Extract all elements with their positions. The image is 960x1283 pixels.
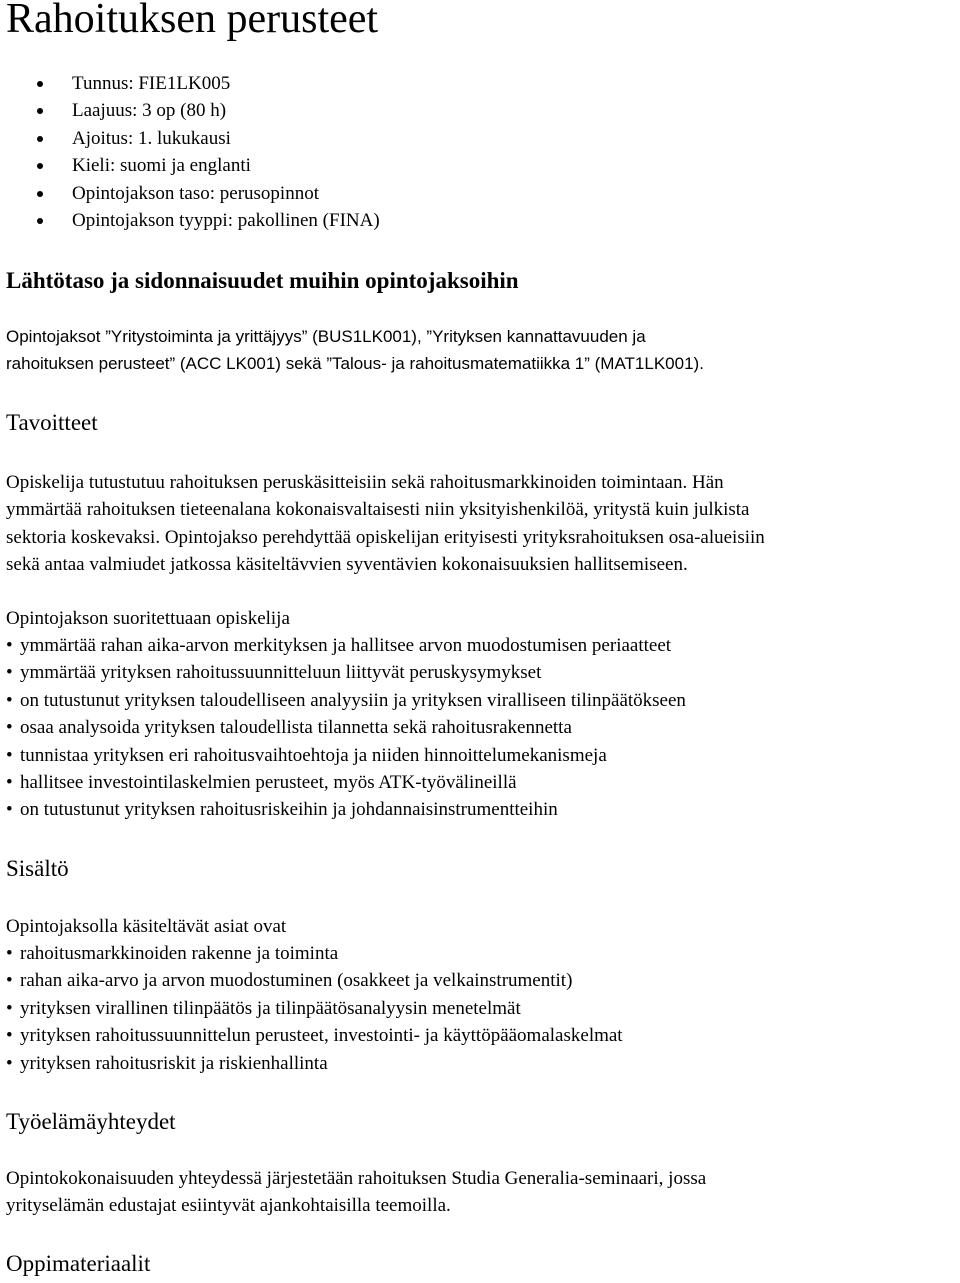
prerequisites-heading: Lähtötaso ja sidonnaisuudet muihin opintojaksoihin bbox=[6, 268, 519, 293]
meta-item-label: Ajoitus: 1. lukukausi bbox=[72, 127, 231, 149]
list-item-text: yrityksen rahoitusriskit ja riskienhallinta bbox=[20, 1052, 328, 1074]
list-item bbox=[6, 1022, 623, 1049]
content-heading: Sisältö bbox=[6, 856, 69, 881]
meta-item-code bbox=[6, 70, 380, 97]
list-item bbox=[6, 967, 623, 994]
bullet-icon: • bbox=[6, 1025, 13, 1047]
meta-item-credits bbox=[6, 97, 380, 124]
meta-item-label: Opintojakson tyyppi: pakollinen (FINA) bbox=[72, 210, 380, 232]
list-item bbox=[6, 714, 686, 741]
list-item bbox=[6, 687, 686, 714]
course-meta-list bbox=[6, 70, 380, 234]
list-item-text: ymmärtää rahan aika-arvon merkityksen ja hallitsee arvon muodostumisen periaatteet bbox=[20, 635, 672, 656]
worklife-line: Opintokokonaisuuden yhteydessä järjestetään rahoituksen Studia Generalia-seminaari, jossa bbox=[6, 1168, 707, 1189]
content-list bbox=[6, 940, 623, 1077]
worklife-heading: Työelämäyhteydet bbox=[6, 1109, 176, 1134]
objectives-text bbox=[6, 469, 960, 579]
meta-item-label: Tunnus: FIE1LK005 bbox=[72, 73, 231, 94]
bullet-icon bbox=[37, 81, 43, 87]
bullet-icon: • bbox=[6, 744, 13, 766]
worklife-line: yrityselämän edustajat esiintyvät ajankohtaisilla teemoilla. bbox=[6, 1195, 451, 1217]
list-item-text: osaa analysoida yrityksen taloudellista tilannetta sekä rahoitusrakennetta bbox=[20, 717, 572, 739]
bullet-icon bbox=[37, 191, 43, 197]
list-item bbox=[6, 796, 686, 823]
bullet-icon bbox=[37, 108, 43, 114]
bullet-icon bbox=[37, 218, 43, 224]
objectives-line: sektoria koskevaksi. Opintojakso perehdyttää opiskelijan erityisesti yrityksrahoituksen osa-alueisiin bbox=[6, 526, 765, 548]
bullet-icon: • bbox=[6, 772, 13, 794]
list-item-text: yrityksen rahoitussuunnittelun perusteet, investointi- ja käyttöpääomalaskelmat bbox=[20, 1025, 623, 1047]
list-item-text: yrityksen virallinen tilinpäätös ja tilinpäätösanalyysin menetelmät bbox=[20, 997, 521, 1019]
list-item bbox=[6, 769, 686, 796]
bullet-icon: • bbox=[6, 635, 13, 656]
meta-item-level bbox=[6, 180, 380, 207]
meta-item-label: Kieli: suomi ja englanti bbox=[72, 155, 251, 177]
list-item bbox=[6, 742, 686, 769]
objectives-line: sekä antaa valmiudet jatkossa käsiteltävvien syventävien kokonaisuuksien hallitsemiseen. bbox=[6, 554, 688, 576]
bullet-icon: • bbox=[6, 1052, 13, 1074]
objectives-line: Opiskelija tutustutuu rahoituksen peruskäsitteisiin sekä rahoitusmarkkinoiden toimintaan. Hän bbox=[6, 472, 724, 493]
bullet-icon: • bbox=[6, 799, 13, 821]
list-item-text: rahoitusmarkkinoiden rakenne ja toiminta bbox=[20, 943, 339, 964]
outcomes-list bbox=[6, 632, 686, 824]
meta-item-timing bbox=[6, 125, 380, 152]
bullet-icon: • bbox=[6, 662, 13, 684]
materials-heading: Oppimateriaalit bbox=[6, 1251, 151, 1276]
objectives-line: ymmärtää rahoituksen tieteenalana kokonaisvaltaisesti niin yksityishenkilöä, yritystä kuin julkista bbox=[6, 499, 750, 521]
bullet-icon bbox=[37, 163, 43, 169]
meta-item-language bbox=[6, 152, 380, 179]
meta-item-type bbox=[6, 207, 380, 234]
list-item bbox=[6, 632, 686, 659]
meta-item-label: Laajuus: 3 op (80 h) bbox=[72, 100, 227, 122]
list-item bbox=[6, 659, 686, 686]
prerequisites-text bbox=[6, 323, 960, 378]
objectives-heading: Tavoitteet bbox=[6, 410, 98, 435]
prerequisites-line: Opintojaksot ”Yritystoiminta ja yrittäjyys” (BUS1LK001), ”Yrityksen kannattavuuden ja bbox=[6, 327, 646, 346]
page-title: Rahoituksen perusteet bbox=[6, 0, 379, 42]
bullet-icon: • bbox=[6, 970, 13, 992]
list-item bbox=[6, 1050, 623, 1077]
bullet-icon: • bbox=[6, 943, 13, 964]
prerequisites-line: rahoituksen perusteet” (ACC LK001) sekä ”Talous- ja rahoitusmatematiikka 1” (MAT1LK001). bbox=[6, 354, 704, 374]
list-item-text: rahan aika-arvo ja arvon muodostuminen (osakkeet ja velkainstrumentit) bbox=[20, 970, 573, 992]
meta-item-label: Opintojakson taso: perusopinnot bbox=[72, 182, 319, 204]
bullet-icon: • bbox=[6, 689, 13, 711]
list-item-text: tunnistaa yrityksen eri rahoitusvaihtoehtoja ja niiden hinnoittelumekanismeja bbox=[20, 744, 607, 766]
list-item-text: on tutustunut yrityksen rahoitusriskeihin ja johdannaisinstrumentteihin bbox=[20, 799, 558, 821]
content-intro: Opintojaksolla käsiteltävät asiat ovat bbox=[6, 916, 287, 937]
list-item-text: hallitsee investointilaskelmien perusteet, myös ATK-työvälineillä bbox=[20, 772, 517, 794]
list-item-text: on tutustunut yrityksen taloudelliseen analyysiin ja yrityksen viralliseen tilinpäätökseen bbox=[20, 689, 686, 711]
outcomes-intro: Opintojakson suoritettuaan opiskelija bbox=[6, 608, 290, 629]
worklife-text bbox=[6, 1165, 960, 1220]
bullet-icon bbox=[37, 136, 43, 142]
list-item-text: ymmärtää yrityksen rahoitussuunnitteluun liittyvät peruskysymykset bbox=[20, 662, 542, 684]
bullet-icon: • bbox=[6, 997, 13, 1019]
list-item bbox=[6, 940, 623, 967]
list-item bbox=[6, 995, 623, 1022]
bullet-icon: • bbox=[6, 717, 13, 739]
